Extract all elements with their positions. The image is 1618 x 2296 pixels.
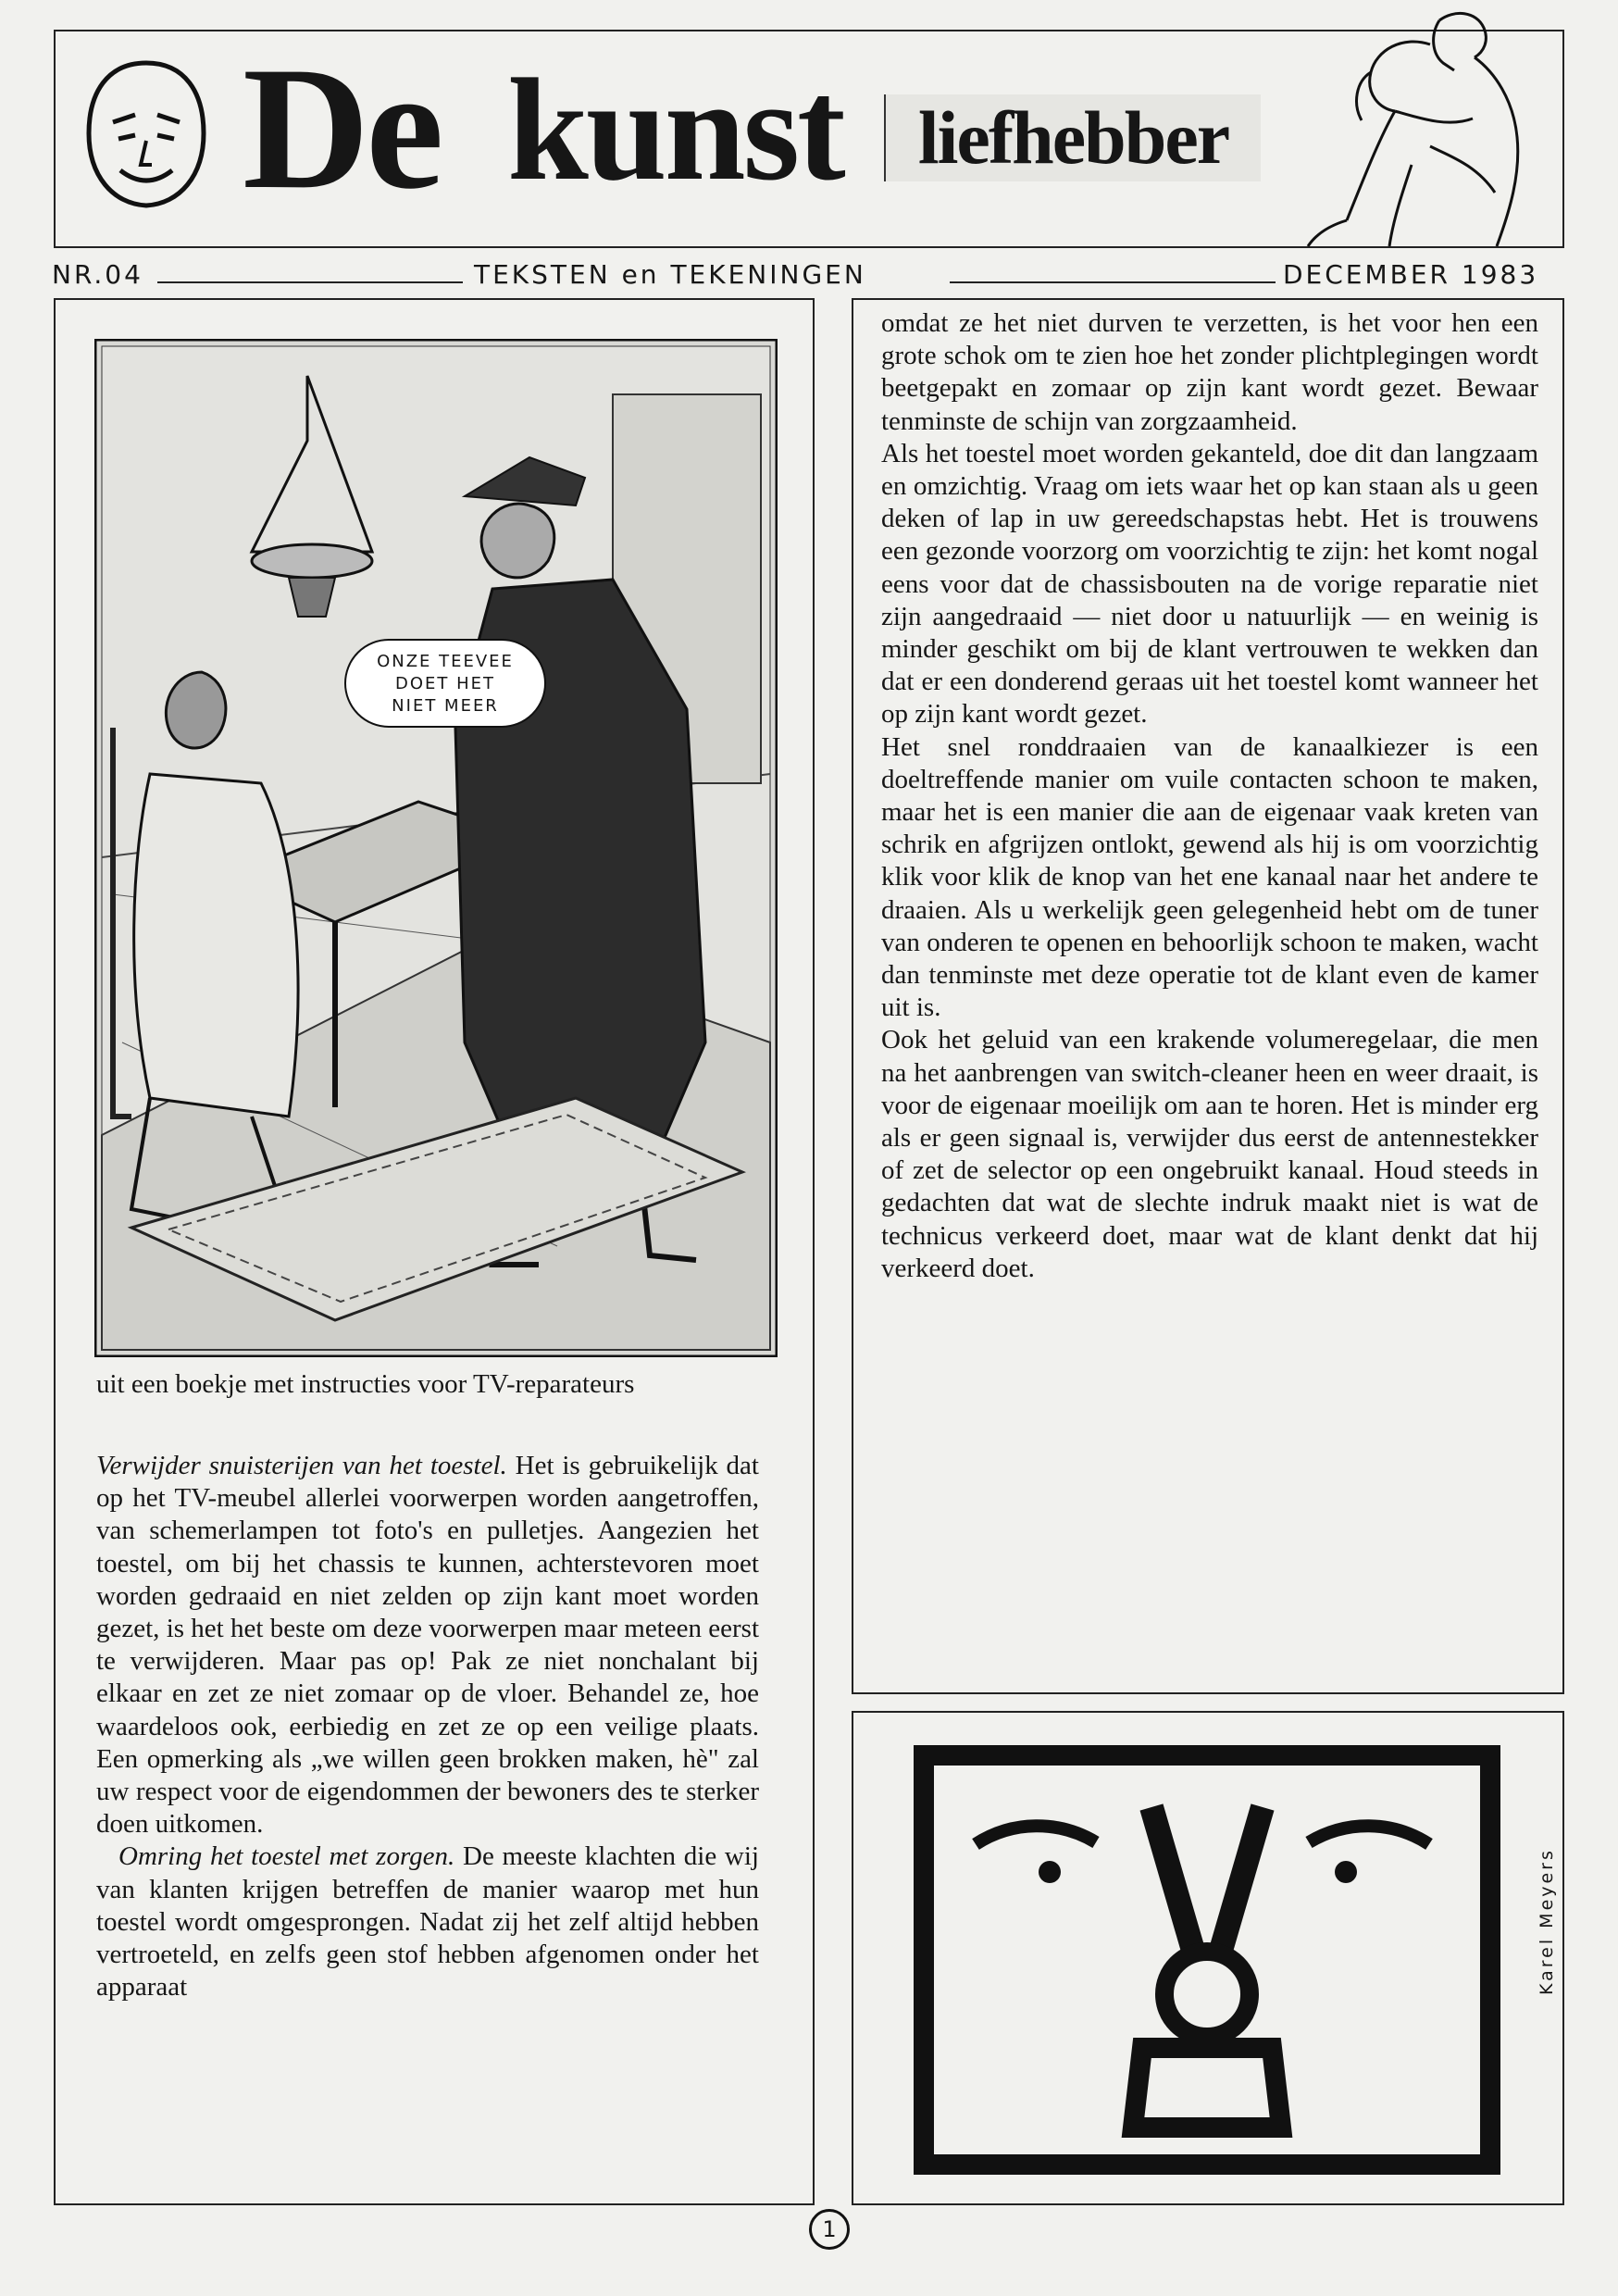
speech-bubble-line: NIET MEER [392, 696, 499, 716]
paragraph-lead: Verwijder snuisterijen van het toestel. [96, 1451, 507, 1480]
info-rule-2 [950, 281, 1276, 283]
dancing-couple-drawing [1291, 7, 1564, 250]
issue-subtitle: TEKSTEN en TEKENINGEN [474, 259, 866, 290]
page-number: 1 [809, 2209, 850, 2250]
title-de: De [243, 31, 441, 226]
speech-bubble [344, 639, 546, 728]
speech-bubble-line: DOET HET [394, 674, 496, 693]
left-paragraph [96, 1841, 759, 2003]
paragraph-body: Het is gebruikelijk dat op het TV-meubel allerlei voorwerpen worden aangetroffen, van schemerlampen tot foto's en pulletjes. Aangezien het toestel, om bij het chassis te kunnen, achterstevoren moet worden gedraaid en niet zelden op zijn kant moet worden gezet, is het het beste om deze voorwerpen maar meteen eerst te verwijderen. Maar pas op! Pak ze niet nonchalant bij elkaar en zet ze niet zomaar op de vloer. Behandel ze, hoe waardeloos ook, eerbiedig en zet ze op een veilige plaats. Een opmerking als „we willen geen brokken maken, hè" zal uw respect voor de eigendommen der bewoners des te sterker doen uitkomen. [96, 1451, 759, 1840]
left-paragraph [96, 1450, 759, 1841]
right-paragraph: Als het toestel moet worden gekanteld, doe dit dan langzaam en omzichtig. Vraag om iets waar het op kan staan als u geen deken of lap in uw gereedschapstas hebt. Het is trouwens een gezonde voorzorg om voorzichtig te zijn: het komt nogal eens voor dat de chassisbouten na de vorige reparatie niet zijn aangedraaid — niet door u natuurlijk — en weinig is minder geschikt om bij de klant vertrouwen te wekken dan dat er een donderend geraas uit het toestel komt wanneer het op zijn kant wordt gezet. [881, 438, 1538, 730]
right-paragraph: Het snel ronddraaien van de kanaalkiezer is een doeltreffende manier om vuile contacten schoon te maken, maar het is een manier die aan de eigenaar vaak kreten van schrik en afgrijzen ontlokt, gewend als hij is om voorzichtig klik voor klik de knop van het ene kanaal naar het andere te draaien. Als u werkelijk geen gelegenheid hebt om de tuner van onderen te openen en behoorlijk schoon te maken, wacht dan tenminste met deze operatie tot de klant even de kamer uit is. [881, 731, 1538, 1023]
right-paragraph: omdat ze het niet durven te verzetten, is het voor hen een grote schok om te zien hoe het zonder plichtplegingen wordt beetgepakt en zomaar op zijn kant wordt gezet. Bewaar tenminste de schijn van zorgzaamheid. [881, 308, 1538, 436]
issue-date: DECEMBER 1983 [1283, 259, 1539, 290]
issue-number: NR.04 [52, 259, 143, 290]
paragraph-body: De meeste klachten die wij van klanten krijgen betreffen de manier waarop met hun toestel wordt omgesprongen. Nadat zij het zelf altijd hebben vertroeteld, en zelfs geen stof hebben afgenomen onder het apparaat [96, 1841, 759, 2003]
speech-bubble-line: ONZE TEEVEE [377, 652, 514, 671]
artist-signature: Karel Meyers [1537, 1848, 1557, 1995]
paragraph-lead: Omring het toestel met zorgen. [118, 1841, 455, 1872]
illustration-caption: uit een boekje met instructies voor TV-reparateurs [96, 1369, 635, 1399]
title-kunst: kunst [507, 49, 843, 211]
face-woodcut-artwork [911, 1742, 1503, 2177]
title-liefhebber: liefhebber [884, 94, 1261, 181]
right-column-text [881, 307, 1538, 1285]
left-column-text [96, 1450, 759, 2003]
info-rule-1 [157, 281, 463, 283]
right-paragraph: Ook het geluid van een krakende volumeregelaar, die men na het aanbrengen van switch-cleaner heen en weer draait, is voor de eigenaar moeilijk om aan te horen. Het is minder erg als er geen signaal is, verwijder dus eerst de antennestekker of zet de selector op een ongebruikt kanaal. Houd steeds in gedachten dat wat de slechte indruk maakt niet is wat de technicus verkeerd doet, maar wat de klant denkt dat hij verkeerd doet. [881, 1025, 1538, 1283]
tv-repair-illustration [94, 339, 778, 1357]
smiling-mask-logo [81, 56, 211, 213]
